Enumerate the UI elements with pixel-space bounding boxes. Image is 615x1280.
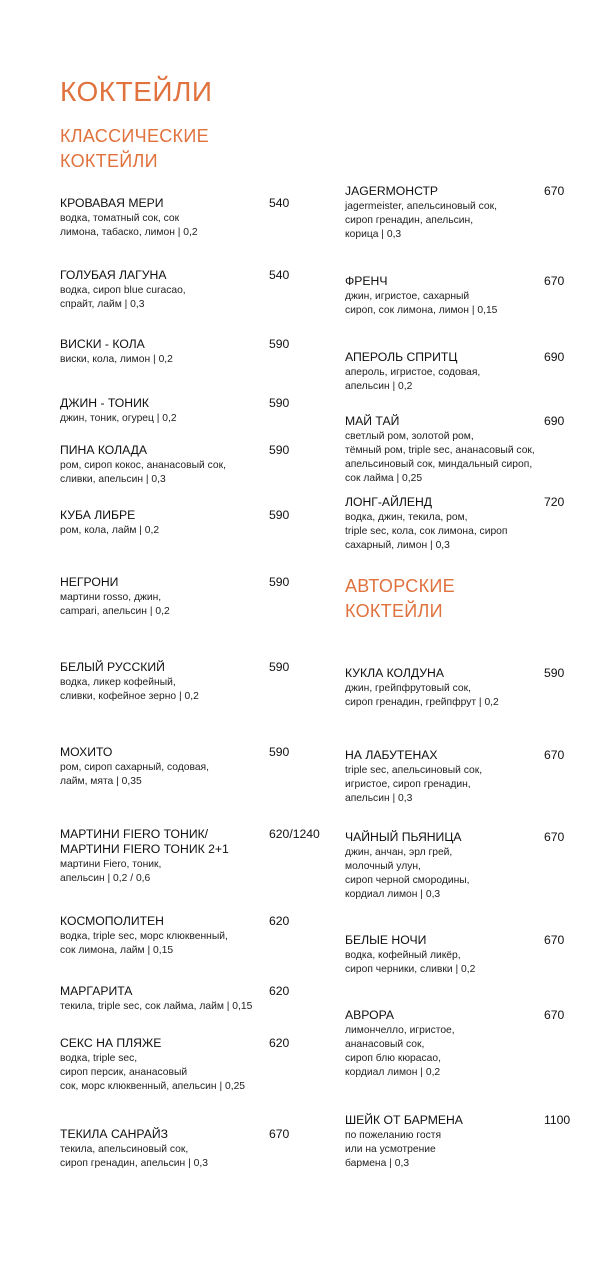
item-price: 670 [544,933,565,947]
item-description: светлый ром, золотой ром, тёмный ром, triple sec, ананасовый сок, апельсиновый сок, миндальный сироп, сок лайма | 0,25 [345,431,535,484]
item-name: АВРОРА [345,1008,395,1022]
item-name: ЧАЙНЫЙ ПЬЯНИЦА [345,830,462,844]
item-price: 540 [269,268,290,282]
item-name: КРОВАВАЯ МЕРИ [60,196,164,210]
menu-item [345,495,595,553]
item-price: 590 [269,337,290,351]
classic-section-title: КЛАССИЧЕСКИЕ КОКТЕЙЛИ [60,126,209,171]
item-description: мартини rosso, джин, campari, апельсин | 0,2 [60,592,170,617]
item-price: 670 [269,1127,290,1141]
menu-item [60,443,310,487]
item-name: БЕЛЫЙ РУССКИЙ [60,660,165,674]
menu-item [60,508,310,538]
item-price: 670 [544,1008,565,1022]
item-name: НА ЛАБУТЕНАХ [345,748,438,762]
page-title: КОКТЕЙЛИ [60,76,213,107]
item-price: 670 [544,748,565,762]
item-price: 690 [544,414,565,428]
item-name: КУКЛА КОЛДУНА [345,666,444,680]
item-name: КОСМОПОЛИТЕН [60,914,164,928]
item-description: лимончелло, игристое, ананасовый сок, сироп блю кюрасао, кордиал лимон | 0,2 [345,1025,455,1078]
item-price: 540 [269,196,290,210]
item-description: текила, апельсиновый сок, сироп гренадин, апельсин | 0,3 [60,1144,208,1169]
item-name: МАЙ ТАЙ [345,414,400,428]
item-price: 620 [269,1036,290,1050]
item-description: jagermeister, апельсиновый сок, сироп гренадин, апельсин, корица | 0,3 [345,201,498,240]
item-price: 590 [269,508,290,522]
item-description: джин, анчан, эрл грей, молочный улун, сироп черной смородины, кордиал лимон | 0,3 [345,847,470,900]
item-description: апероль, игристое, содовая, апельсин | 0,2 [345,367,481,392]
menu-item [60,745,310,789]
item-description: джин, грейпфрутовый сок, сироп гренадин, грейпфрут | 0,2 [345,683,499,708]
menu-item [345,184,595,242]
item-price: 590 [269,443,290,457]
item-description: мартини Fiero, тоник, апельсин | 0,2 / 0,6 [60,859,162,884]
item-name: МОХИТО [60,745,113,759]
item-description: ром, сироп сахарный, содовая, лайм, мята | 0,35 [60,762,209,787]
item-description: водка, джин, текила, ром, triple sec, кола, сок лимона, сироп сахарный, лимон | 0,3 [345,512,508,551]
item-name: НЕГРОНИ [60,575,119,589]
menu-item [345,748,595,806]
item-description: водка, томатный сок, сок лимона, табаско, лимон | 0,2 [60,213,198,238]
menu-item [60,914,310,958]
item-name: АПЕРОЛЬ СПРИТЦ [345,350,458,364]
item-price: 670 [544,830,565,844]
item-price: 620 [269,984,290,998]
menu-item [60,575,310,619]
item-name: ДЖИН - ТОНИК [60,396,149,410]
item-description: triple sec, апельсиновый сок, игристое, сироп гренадин, апельсин | 0,3 [345,765,483,804]
item-description: водка, triple sec, сироп персик, ананасовый сок, морс клюквенный, апельсин | 0,25 [60,1053,246,1092]
menu-item [60,1036,310,1094]
item-description: по пожеланию гостя или на усмотрение бармена | 0,3 [345,1130,442,1169]
item-name: МАРТИНИ FIERO ТОНИК/ МАРТИНИ FIERO ТОНИК 2+1 [60,827,229,856]
item-name: ГОЛУБАЯ ЛАГУНА [60,268,167,282]
item-name: МАРГАРИТА [60,984,133,998]
menu-item [345,414,595,486]
menu-item [60,827,320,886]
item-name: ПИНА КОЛАДА [60,443,148,457]
menu-item [345,1113,595,1171]
item-description: виски, кола, лимон | 0,2 [60,354,173,365]
menu-item [345,666,595,710]
menu-item [60,196,310,240]
menu-item [60,337,310,367]
item-price: 620 [269,914,290,928]
item-name: ЛОНГ-АЙЛЕНД [345,495,433,509]
item-description: джин, тоник, огурец | 0,2 [60,413,177,424]
item-description: водка, сироп blue curacao, спрайт, лайм | 0,3 [60,285,186,310]
item-price: 590 [269,396,290,410]
item-price: 590 [269,745,290,759]
item-description: ром, сироп кокос, ананасовый сок, сливки, апельсин | 0,3 [60,460,226,485]
item-description: водка, ликер кофейный, сливки, кофейное зерно | 0,2 [60,677,199,702]
menu-item [60,660,310,704]
menu-item [60,396,310,426]
author-section-title: АВТОРСКИЕ КОКТЕЙЛИ [345,576,455,621]
item-price: 670 [544,184,565,198]
item-price: 590 [269,575,290,589]
item-price: 720 [544,495,565,509]
item-price: 1100 [544,1113,571,1127]
menu-item [60,984,310,1014]
menu-item [345,830,595,902]
menu-item [345,350,595,394]
menu-item [345,1008,595,1080]
item-price: 590 [269,660,290,674]
menu-item [345,274,595,318]
item-price: 670 [544,274,565,288]
item-name: JAGERМОНСТР [345,184,439,198]
item-price: 690 [544,350,565,364]
item-name: БЕЛЫЕ НОЧИ [345,933,427,947]
item-description: водка, triple sec, морс клюквенный, сок лимона, лайм | 0,15 [60,931,228,956]
item-name: ВИСКИ - КОЛА [60,337,145,351]
item-description: текила, triple sec, сок лайма, лайм | 0,15 [60,1001,253,1012]
item-name: ШЕЙК ОТ БАРМЕНА [345,1113,463,1127]
item-price: 590 [544,666,565,680]
item-name: ФРЕНЧ [345,274,388,288]
item-description: джин, игристое, сахарный сироп, сок лимона, лимон | 0,15 [345,291,498,316]
item-description: ром, кола, лайм | 0,2 [60,525,160,536]
item-name: КУБА ЛИБРЕ [60,508,136,522]
item-name: ТЕКИЛА САНРАЙЗ [60,1127,168,1141]
menu-item [60,268,310,312]
item-description: водка, кофейный ликёр, сироп черники, сливки | 0,2 [345,950,476,975]
item-name: СЕКС НА ПЛЯЖЕ [60,1036,162,1050]
menu-item [345,933,595,977]
item-price: 620/1240 [269,827,320,841]
menu-item [60,1127,310,1171]
